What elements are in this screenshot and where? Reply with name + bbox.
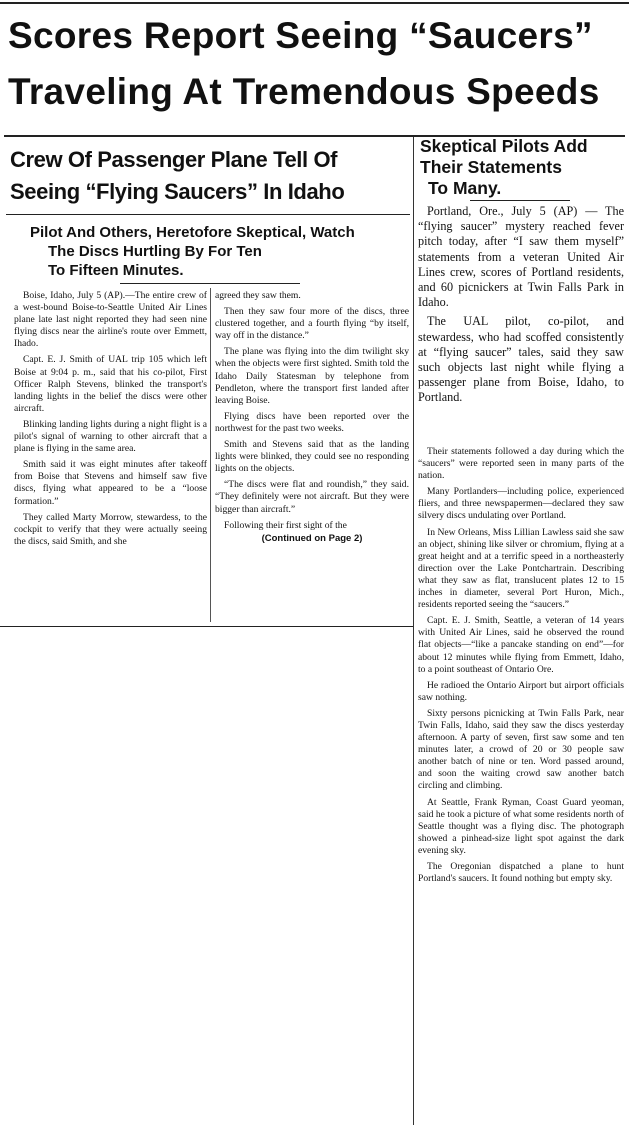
- story2-body-paragraph: Capt. E. J. Smith, Seattle, a veteran of 14 years with United Air Lines, said he observed the round flat objects—“like a pancake standing on end”—for about 12 minutes while flying from Emmett, Idaho, to a point southeast of Ontario Ore.: [418, 615, 624, 675]
- story1-title-line1: Crew Of Passenger Plane Tell Of: [10, 147, 338, 172]
- story1-col1-paragraph: Boise, Idaho, July 5 (AP).—The entire crew of a west-bound Boise-to-Seattle United Air Lines plane late last night reported they had seen nine flying discs near the airline's route over Emmett, Ihado.: [14, 290, 207, 350]
- story1-deck-rule: [120, 283, 300, 284]
- story1-deck-line3: To Fifteen Minutes.: [48, 262, 184, 279]
- story2-body: [418, 446, 624, 885]
- story2-title-line2: Their Statements: [420, 157, 562, 177]
- story2-body-paragraph: Sixty persons picnicking at Twin Falls Park, near Twin Falls, Idaho, said they saw the discs yesterday afternoon. A party of seven, first saw some and ten minutes later, a crowd of 20 or 30 people saw another batch of nine or ten. Word passed around, and soon the waiting crowd saw another batch circling and climbing.: [418, 707, 624, 792]
- story2-body-paragraph: Their statements followed a day during which the “saucers” were reported seen in many parts of the nation.: [418, 446, 624, 482]
- story1-deck-line2: The Discs Hurtling By For Ten: [48, 243, 262, 260]
- story1-deck-line1: Pilot And Others, Heretofore Skeptical, Watch: [30, 224, 355, 241]
- story1-col1-paragraph: Blinking landing lights during a night flight is a pilot's signal of warning to other aircraft that a plane is flying in the same area.: [14, 418, 207, 455]
- story2-lead: [418, 204, 624, 406]
- top-rule: [0, 2, 629, 4]
- story1-col2-paragraph: Following their first sight of the: [224, 519, 347, 531]
- story2-body-paragraph: Many Portlanders—including police, experienced fliers, and three newspapermen—declared they saw silvery discs undulating over Portland.: [418, 486, 624, 522]
- main-headline-line1: Scores Report Seeing “Saucers”: [8, 15, 593, 56]
- main-headline-line2: Traveling At Tremendous Speeds: [8, 71, 600, 112]
- story1-col2-paragraph: Flying discs have been reported over the northwest for the past two weeks.: [215, 410, 409, 434]
- column-divider: [413, 137, 414, 1125]
- story1-col2-paragraph: Smith and Stevens said that as the landing lights were blinked, they could see no responding lights on the objects.: [215, 439, 409, 475]
- story2-title-line3: To Many.: [428, 178, 502, 198]
- story1-col1-paragraph: Smith said it was eight minutes after takeoff from Boise that Stevens and himself saw five discs, flying what appeared to be a “loose formation.”: [14, 459, 207, 507]
- story2-body-paragraph: The Oregonian dispatched a plane to hunt Portland's saucers. It found nothing but empty sky.: [418, 861, 624, 885]
- story1-col2-paragraph: Then they saw four more of the discs, three clustered together, and a fourth flying “by itself, way off in the distance.”: [215, 306, 409, 342]
- story2-lead-paragraph: The UAL pilot, co-pilot, and stewardess, who had scoffed consistently at “flying saucer” tales, said they saw such objects last night while flying a passenger plane from Boise, Idaho, to Portland.: [418, 314, 624, 405]
- story1-title-line2: Seeing “Flying Saucers” In Idaho: [10, 179, 345, 204]
- continued-notice: (Continued on Page 2): [261, 532, 363, 544]
- story2-lead-paragraph: Portland, Ore., July 5 (AP) — The “flying saucer” mystery reached fever pitch today, after “I saw them myself” statements from a veteran United Air Lines crew, scores of Portland residents, and 60 picnickers at Twin Falls Park in Idaho.: [418, 204, 624, 310]
- story2-body-paragraph: In New Orleans, Miss Lillian Lawless said she saw an object, shining like silver or chromium, flying at a great height and at a terrific speed in a northeasterly direction over the Lake Pontchartrain. Describing what they saw as flat, translucent plates 12 to 15 inches in diameter, several Port Huron, Mich., residents reported seeing the “saucers.”: [418, 526, 624, 611]
- story1-bottom-rule: [0, 626, 413, 627]
- story2-body-paragraph: He radioed the Ontario Airport but airport officials saw nothing.: [418, 679, 624, 703]
- story1-col-divider: [210, 288, 211, 622]
- story2-title-line1: Skeptical Pilots Add: [420, 136, 588, 156]
- story1-col2-paragraph: The plane was flying into the dim twilight sky when the objects were first sighted. Smith told the Idaho Daily Statesman by telephone from Pendleton, where the transport first landed after leaving Boise.: [215, 346, 409, 406]
- story1-col1-paragraph: Capt. E. J. Smith of UAL trip 105 which left Boise at 9:04 p. m., said that his co-pilot, First Officer Ralph Stevens, blinked the transport's landing lights in the belief the discs were other aircraft.: [14, 354, 207, 414]
- story2-body-paragraph: At Seattle, Frank Ryman, Coast Guard yeoman, said he took a picture of what some residents north of Seattle thought was a flying disc. The photograph showed a pinhead-size light spot against the dark evening sky.: [418, 796, 624, 856]
- story1-column-2: [215, 290, 409, 545]
- story1-column-1: [14, 290, 207, 548]
- story2-title-rule: [470, 200, 570, 201]
- story1-col2-paragraph: “The discs were flat and roundish,” they said. “They definitely were not aircraft. But they were bigger than aircraft.”: [215, 479, 409, 515]
- story1-col1-paragraph: They called Marty Morrow, stewardess, to the cockpit to verify that they were actually seeing the discs, said Smith, and she: [14, 511, 207, 547]
- story1-title-rule: [6, 214, 410, 215]
- story1-col2-paragraph: agreed they saw them.: [215, 290, 301, 301]
